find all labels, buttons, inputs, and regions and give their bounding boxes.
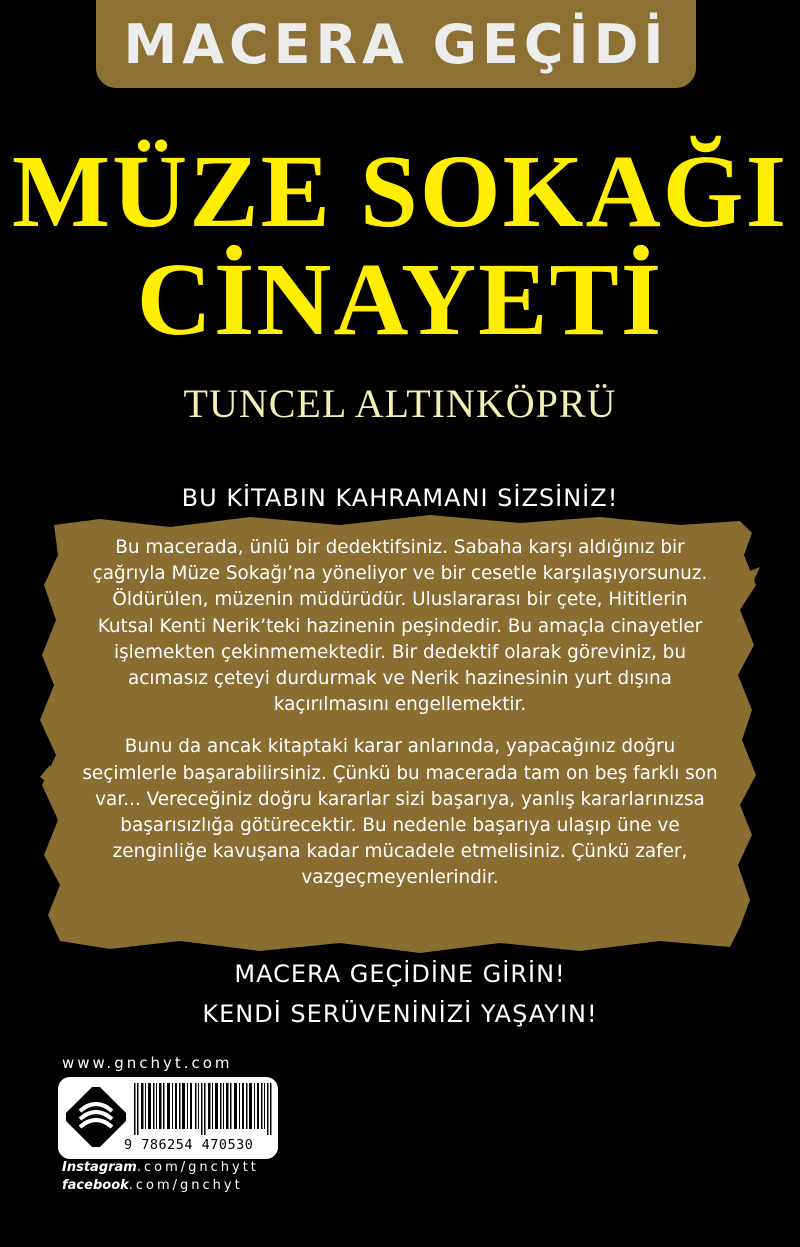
instagram-label: Instagram — [62, 1160, 137, 1175]
blurb-text — [82, 535, 718, 908]
blurb-paragraph-1: Bu macerada, ünlü bir dedektifsiniz. Sabaha karşı aldığınız bir çağrıyla Müze Sokağı’na yöneliyor ve bir cesetle karşılaşıyorsunuz. Öldürülen, müzenin müdürüdür. Uluslararası bir çete, Hititlerin Kutsal Kenti Nerik’teki hazinenin peşindedir. Bu amaçla cinayetler işlemekten çekinmemektedir. Bir dedektif olarak göreviniz, bu acımasız çeteyi durdurmak ve Nerik hazinesinin yurt dışına kaçırılmasını engellemektir. — [92, 537, 708, 716]
instagram-handle — [62, 1160, 259, 1175]
call-to-action-line-1: MACERA GEÇİDİNE GİRİN! — [234, 960, 566, 988]
isbn-number: 9 786254 470530 — [124, 1137, 254, 1153]
book-title-line-1: MÜZE SOKAĞI — [11, 134, 789, 249]
publisher-logo-icon — [66, 1087, 126, 1147]
facebook-label: facebook — [62, 1178, 129, 1193]
facebook-handle — [62, 1178, 243, 1193]
book-title-line-2: CİNAYETİ — [136, 242, 664, 357]
instagram-handle-text: .com/gnchytt — [136, 1160, 259, 1175]
series-title: MACERA GEÇİDİ — [123, 12, 669, 76]
tagline: BU KİTABIN KAHRAMANI SİZSİNİZ! — [181, 484, 619, 512]
blurb-paragraph-2: Bunu da ancak kitaptaki karar anlarında, yapacağınız doğru seçimlerle başarabilirsiniz. Çünkü bu macerada tam on beş farklı son var... Vereceğiniz doğru kararlar sizi başarıya, yanlış kararlarınızsa başarısızlığa götürecektir. Bu nedenle başarıya ulaşıp üne ve zenginliğe kavuşana kadar mücadele etmelisiniz. Çünkü zafer, vazgeçmeyenlerindir. — [82, 736, 718, 889]
facebook-handle-text: .com/gnchyt — [128, 1178, 243, 1193]
isbn-barcode — [134, 1083, 272, 1135]
barcode-panel — [58, 1077, 278, 1159]
call-to-action-line-2: KENDİ SERÜVENİNİZİ YAŞAYIN! — [202, 1000, 598, 1028]
publisher-website: www.gnchyt.com — [62, 1054, 233, 1072]
author-name: TUNCEL ALTINKÖPRÜ — [183, 381, 617, 426]
series-banner — [96, 0, 696, 88]
